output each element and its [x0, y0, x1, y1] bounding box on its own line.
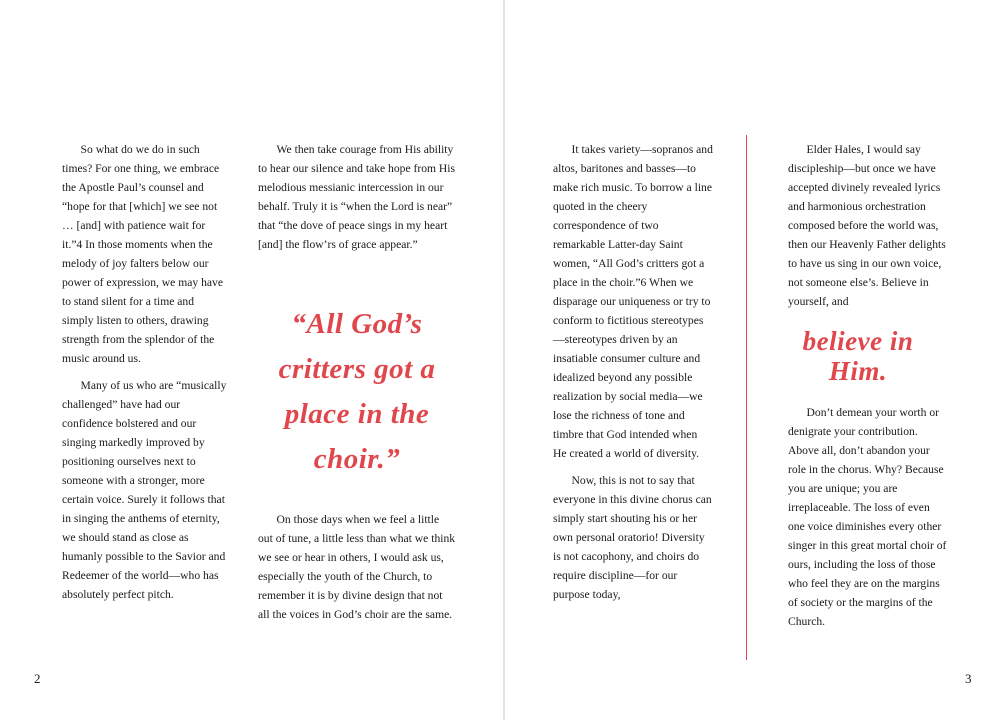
right-col-2-top [788, 140, 948, 319]
pull-quote-believe: believe in Him. [802, 326, 914, 386]
left-col-2-top [258, 140, 456, 262]
right-col-1 [553, 140, 713, 612]
paragraph: Many of us who are “musically challenged” have had our confidence bolstered and our singing markedly improved by positioning ourselves next to someone with a stronger, more certain voice. Surely it follows that in singing the anthems of eternity, we should stand as close as humanly possible to the Savior and Redeemer of the world—who has absolutely perfect pitch. [62, 379, 227, 601]
paragraph: Now, this is not to say that everyone in this divine chorus can simply start shouting his or her own personal oratorio! Diversity is not cacophony, and choirs do require discipline—for our purpose today, [553, 474, 712, 601]
paragraph: It takes variety—sopranos and altos, baritones and basses—to make rich music. To borrow a line quoted in the cheery correspondence of two remarkable Latter-day Saint women, “All God’s critters got a place in the choir.”6 When we disparage our uniqueness or try to conform to fictitious stereotypes—stereotypes driven by an insatiable consumer culture and idealized beyond any possible realization by social media—we lose the richness of tone and timbre that God intended when He created a world of diversity. [553, 143, 713, 460]
column-divider-rule [746, 135, 747, 660]
paragraph: Elder Hales, I would say discipleship—but once we have accepted divinely revealed lyrics and harmonious orchestration composed before the world was, then our Heavenly Father delights to have us sing in our own voice, not someone else’s. Believe in yourself, and [788, 143, 946, 308]
paragraph: Don’t demean your worth or denigrate your contribution. Above all, don’t abandon your role in the chorus. Why? Because you are unique; you are irreplaceable. The loss of even one voice diminishes every other singer in this great mortal choir of ours, including the loss of those who feel they are on the margins of society or the margins of the Church. [788, 406, 947, 628]
left-col-1 [62, 140, 228, 612]
right-col-2-bottom [788, 403, 948, 639]
paragraph: On those days when we feel a little out of tune, a little less than what we think we see or hear in others, I would ask us, especially the youth of the Church, to remember it is by divine design that not all the voices in God’s choir are the same. [258, 513, 456, 621]
paragraph: We then take courage from His ability to hear our silence and take hope from His melodious messianic intercession in our behalf. Truly it is “when the Lord is near” that “the dove of peace sings in my heart [and] the flow’rs of grace appear.” [258, 143, 456, 251]
page-number-left: 2 [34, 671, 41, 686]
page-number-right: 3 [965, 671, 972, 686]
pull-quote-critters: “All God’s critters got a place in the choir.” [278, 308, 436, 475]
paragraph: So what do we do in such times? For one thing, we embrace the Apostle Paul’s counsel and “hope for that [which] we see not … [and] with patience wait for it.”4 In those moments when the melody of joy falters below our power of expression, we may have to stand silent for a time and simply listen to others, drawing strength from the splendor of the music around us. [62, 143, 223, 365]
left-col-2-bottom [258, 510, 456, 632]
